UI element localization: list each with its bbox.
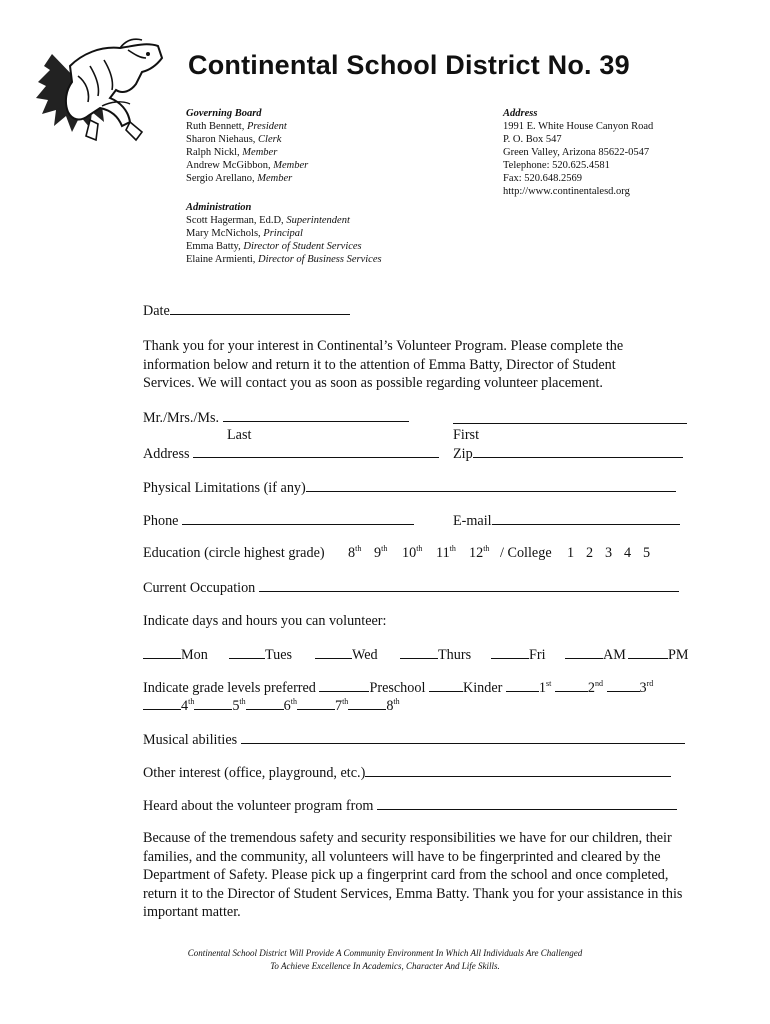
day-mon: Mon bbox=[143, 646, 208, 664]
email-row bbox=[453, 512, 680, 530]
grade-levels-row-2: 4th 5th 6th 7th 8th bbox=[143, 697, 400, 715]
occupation-field[interactable] bbox=[259, 579, 679, 592]
grade-option[interactable]: 10th bbox=[402, 544, 423, 561]
administration bbox=[186, 201, 382, 266]
day-tues: Tues bbox=[229, 646, 292, 664]
district-address bbox=[503, 107, 653, 198]
grade-levels-label: Indicate grade levels preferred bbox=[143, 680, 316, 696]
grade-level-field[interactable] bbox=[348, 697, 386, 710]
website-link[interactable]: http://www.continentalesd.org bbox=[503, 186, 630, 197]
last-label: Last bbox=[227, 427, 252, 443]
college-label: / College bbox=[500, 545, 552, 561]
date-field[interactable] bbox=[170, 302, 350, 315]
day-fri-field[interactable] bbox=[491, 646, 529, 659]
phone-field[interactable] bbox=[182, 512, 414, 525]
address-field[interactable] bbox=[193, 445, 439, 458]
days-prompt: Indicate days and hours you can volunteer: bbox=[143, 613, 387, 629]
date-label: Date bbox=[143, 303, 170, 319]
first-label: First bbox=[453, 427, 480, 443]
grade-level-field[interactable] bbox=[319, 679, 369, 692]
day-fri: Fri bbox=[491, 646, 546, 664]
phone-label: Phone bbox=[143, 513, 179, 529]
musical-field[interactable] bbox=[241, 731, 685, 744]
admin-member: Elaine Armienti, Director of Business Services bbox=[186, 254, 382, 265]
admin-member: Scott Hagerman, Ed.D, Superintendent bbox=[186, 215, 350, 226]
district-title: Continental School District No. 39 bbox=[188, 50, 630, 80]
grade-level-field[interactable] bbox=[194, 697, 232, 710]
email-label: E-mail bbox=[453, 513, 492, 529]
heard-label: Heard about the volunteer program from bbox=[143, 798, 374, 814]
day-thurs-field[interactable] bbox=[400, 646, 438, 659]
grade-level-field[interactable] bbox=[607, 679, 640, 692]
grade-level-field[interactable] bbox=[143, 697, 181, 710]
college-year-option[interactable]: 1 bbox=[567, 545, 575, 561]
first-name-field[interactable] bbox=[453, 411, 687, 424]
day-thurs: Thurs bbox=[400, 646, 471, 664]
date-row bbox=[143, 302, 350, 320]
intro-paragraph: Thank you for your interest in Continental’s Volunteer Program. Please complete the information below and return it to the attention of Emma Batty, Director of Student Services. We will contact you as soon as possible regarding volunteer placement. bbox=[143, 338, 624, 391]
other-label: Other interest (office, playground, etc.) bbox=[143, 765, 366, 781]
address-line: Green Valley, Arizona 85622-0547 bbox=[503, 147, 650, 158]
closing-paragraph: Because of the tremendous safety and security responsibilities we have for our children, their families, and the community, all volunteers will have to be fingerprinted and cleared by the Department of Safety. Please pick up a fingerprint card from the school and once completed, return it to the Director of Student Services, Emma Batty. Thank you for your assistance in this important matter. bbox=[143, 830, 683, 920]
time-pm-field[interactable] bbox=[628, 646, 668, 659]
footer-line-2: To Achieve Excellence In Academics, Character And Life Skills. bbox=[270, 961, 500, 971]
physical-field[interactable] bbox=[306, 479, 676, 492]
day-wed: Wed bbox=[315, 646, 378, 664]
grade-levels-row: Indicate grade levels preferred Preschool Kinder 1st 2nd 3rd bbox=[143, 679, 654, 696]
other-row bbox=[143, 764, 671, 782]
address-heading: Address bbox=[503, 108, 538, 119]
college-year-option[interactable]: 5 bbox=[643, 545, 651, 561]
physical-label: Physical Limitations (if any) bbox=[143, 480, 306, 496]
musical-row bbox=[143, 731, 685, 749]
phone-row bbox=[143, 512, 414, 530]
education-label: Education (circle highest grade) bbox=[143, 545, 325, 561]
address-row bbox=[143, 445, 439, 463]
college-year-option[interactable]: 4 bbox=[624, 545, 632, 561]
board-member: Sharon Niehaus, Clerk bbox=[186, 134, 282, 145]
governing-board bbox=[186, 107, 308, 185]
mustang-horse-logo-icon bbox=[30, 36, 170, 148]
address-line: Fax: 520.648.2569 bbox=[503, 173, 583, 184]
address-line: P. O. Box 547 bbox=[503, 134, 562, 145]
heard-row bbox=[143, 797, 677, 815]
grade-level-field[interactable] bbox=[297, 697, 335, 710]
board-member: Ralph Nickl, Member bbox=[186, 147, 278, 158]
admin-member: Mary McNichols, Principal bbox=[186, 228, 303, 239]
other-field[interactable] bbox=[365, 764, 671, 777]
address-line: 1991 E. White House Canyon Road bbox=[503, 121, 654, 132]
email-field[interactable] bbox=[492, 512, 680, 525]
board-member: Ruth Bennett, President bbox=[186, 121, 287, 132]
governing-board-heading: Governing Board bbox=[186, 108, 262, 119]
college-year-option[interactable]: 2 bbox=[586, 545, 594, 561]
zip-row bbox=[453, 445, 683, 463]
time-pm: PM bbox=[628, 646, 689, 664]
last-name-field[interactable] bbox=[223, 409, 409, 422]
grade-option[interactable]: 12th bbox=[469, 544, 490, 561]
grade-level-field[interactable] bbox=[555, 679, 588, 692]
occupation-label: Current Occupation bbox=[143, 580, 256, 596]
grade-level-field[interactable] bbox=[506, 679, 539, 692]
grade-option[interactable]: 9th bbox=[374, 544, 388, 561]
name-label: Mr./Mrs./Ms. bbox=[143, 410, 220, 426]
grade-option[interactable]: 11th bbox=[436, 544, 456, 561]
college-year-option[interactable]: 3 bbox=[605, 545, 613, 561]
zip-label: Zip bbox=[453, 446, 473, 462]
address-label: Address bbox=[143, 446, 190, 462]
heard-field[interactable] bbox=[377, 797, 677, 810]
address-line: Telephone: 520.625.4581 bbox=[503, 160, 610, 171]
grade-level-field[interactable] bbox=[429, 679, 463, 692]
time-am-field[interactable] bbox=[565, 646, 603, 659]
grade-level-field[interactable] bbox=[246, 697, 284, 710]
footer-line-1: Continental School District Will Provide A Community Environment In Which All Individuals Are Challenged bbox=[187, 948, 583, 958]
day-wed-field[interactable] bbox=[315, 646, 352, 659]
board-member: Andrew McGibbon, Member bbox=[186, 160, 309, 171]
footer-motto bbox=[0, 947, 770, 973]
time-am: AM bbox=[565, 646, 626, 664]
name-row bbox=[143, 409, 409, 427]
day-mon-field[interactable] bbox=[143, 646, 181, 659]
grade-option[interactable]: 8th bbox=[348, 544, 362, 561]
physical-row bbox=[143, 479, 676, 497]
administration-heading: Administration bbox=[186, 202, 252, 213]
admin-member: Emma Batty, Director of Student Services bbox=[186, 241, 362, 252]
musical-label: Musical abilities bbox=[143, 732, 238, 748]
occupation-row bbox=[143, 579, 679, 597]
board-member: Sergio Arellano, Member bbox=[186, 173, 293, 184]
zip-field[interactable] bbox=[473, 445, 683, 458]
day-tues-field[interactable] bbox=[229, 646, 265, 659]
